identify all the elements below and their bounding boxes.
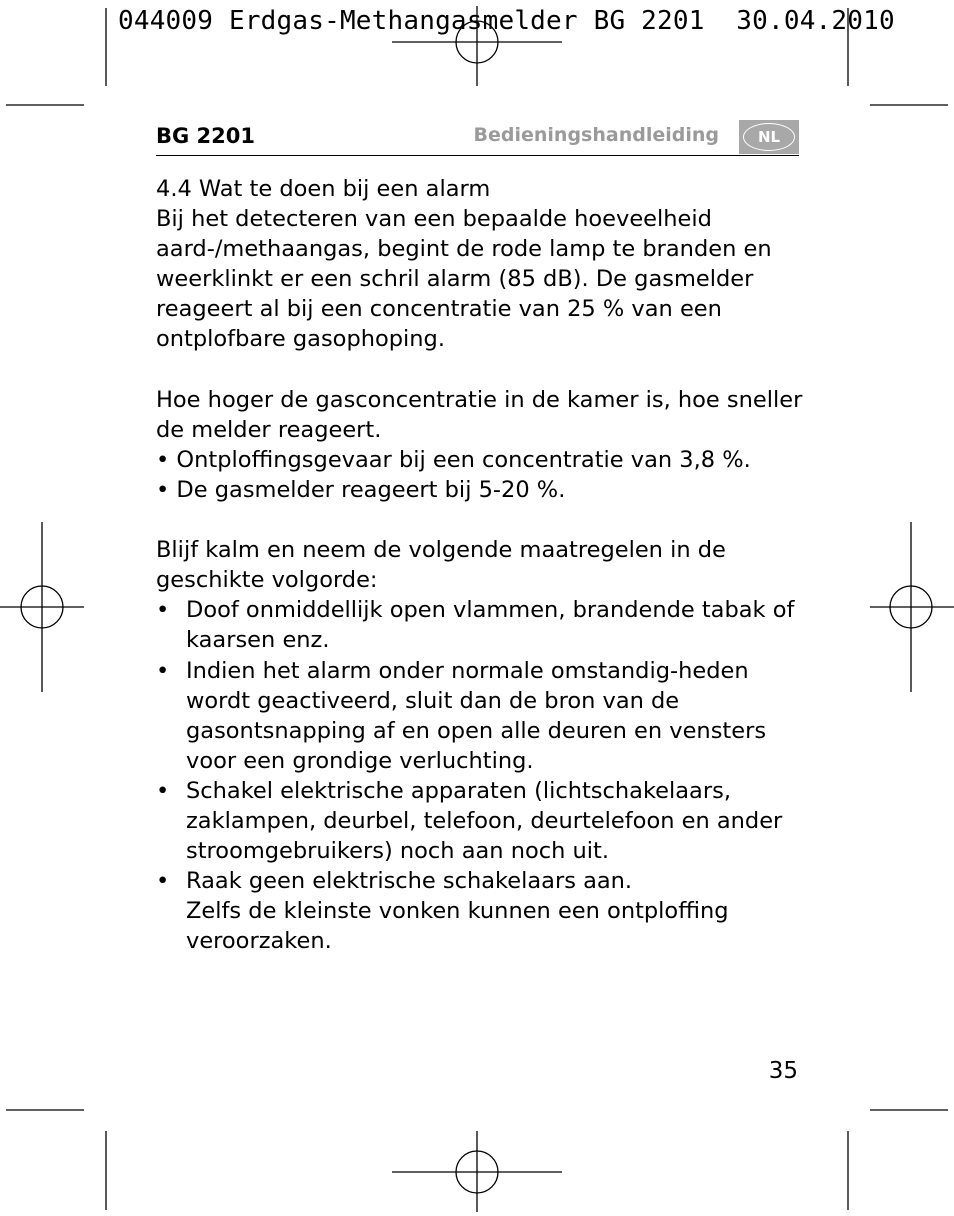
bullet-icon: • xyxy=(156,597,170,624)
measure-item xyxy=(156,595,806,655)
section-content xyxy=(156,174,806,956)
fact-item: • De gasmelder reageert bij 5-20 %. xyxy=(156,476,566,503)
registration-mark-bottom xyxy=(392,1131,562,1212)
manual-title: Bedieningshandleiding xyxy=(473,124,719,146)
measure-text: Raak geen elektrische schakelaars aan. xyxy=(186,868,633,895)
print-slug-line: 044009 Erdgas-Methangasmelder BG 2201 30.04.2010 xyxy=(118,6,895,36)
model-name: BG 2201 xyxy=(156,124,256,148)
fact-item: • Ontploffingsgevaar bij een concentratie van 3,8 %. xyxy=(156,446,751,473)
intro-paragraph: Bij het detecteren van een bepaalde hoeveelheid aard-/methaangas, begint de rode lamp te branden en weerklinkt er een schril alarm (85 dB). De gasmelder reageert al bij een concentratie van 25 % van een ontplofbare gasophoping. xyxy=(156,206,772,353)
registration-mark-left xyxy=(0,522,84,692)
section-heading: 4.4 Wat te doen bij een alarm xyxy=(156,176,491,202)
bullet-icon: • xyxy=(156,868,170,895)
bullet-icon: • xyxy=(156,777,170,804)
measure-item xyxy=(156,656,806,776)
concentration-paragraph: Hoe hoger de gasconcentratie in de kamer is, hoe sneller de melder reageert. xyxy=(156,386,803,443)
language-badge xyxy=(739,120,799,154)
measure-text: Indien het alarm onder normale omstandig-heden wordt geactiveerd, sluit dan de bron van de gasontsnapping af en open alle deuren en vensters voor een grondige verluchting. xyxy=(186,657,767,774)
measure-text: Doof onmiddellijk open vlammen, brandende tabak of kaarsen enz. xyxy=(186,597,795,654)
page-number: 35 xyxy=(768,1058,798,1084)
registration-mark-right xyxy=(870,522,954,692)
measure-note: Zelfs de kleinste vonken kunnen een ontploffing veroorzaken. xyxy=(186,898,729,955)
registration-mark-top xyxy=(392,6,562,86)
page-header xyxy=(156,120,799,156)
measure-item xyxy=(156,866,806,956)
measure-item xyxy=(156,776,806,866)
measures-intro: Blijf kalm en neem de volgende maatregelen in de geschikte volgorde: xyxy=(156,537,726,594)
measure-text: Schakel elektrische apparaten (lichtschakelaars, zaklampen, deurbel, telefoon, deurtelefoon en ander stroomgebruikers) noch aan noch uit. xyxy=(186,777,783,865)
bullet-icon: • xyxy=(156,657,170,684)
language-badge-label: NL xyxy=(743,123,795,151)
